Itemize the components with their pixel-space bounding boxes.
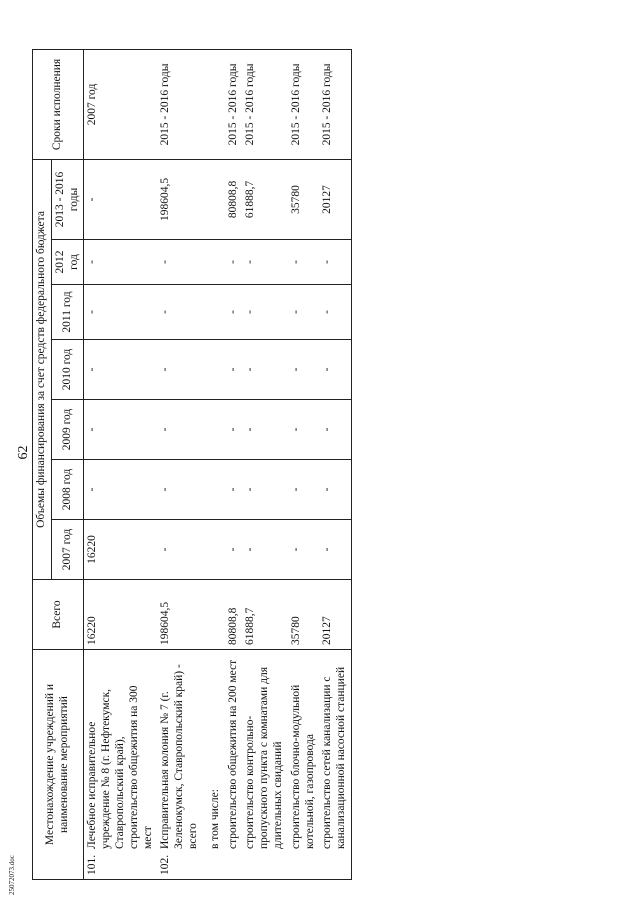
header-year: 2007 год — [51, 520, 84, 580]
funding-table — [32, 49, 352, 880]
header-year: 2009 год — [51, 400, 84, 460]
subrow-total: 20127 — [319, 580, 351, 650]
row-number: 102. — [159, 854, 172, 875]
subrow-name: строительство контрольно-пропускного пункта с комнатами для длительных свиданий — [244, 666, 284, 849]
subrow-value: - — [242, 520, 287, 580]
subrow-value: - — [288, 400, 320, 460]
in-that-label: в том числе: — [208, 789, 221, 849]
row-value: - — [84, 460, 157, 520]
row-value: - — [84, 285, 157, 340]
subrow-deadline: 2015 - 2016 годы — [242, 49, 287, 159]
header-year: 2010 год — [51, 340, 84, 400]
row-label-cell — [157, 650, 224, 880]
table-subrow — [288, 49, 320, 879]
subrow-value: - — [319, 400, 351, 460]
header-year: 2012 год — [51, 240, 84, 285]
row-value: - — [84, 400, 157, 460]
subrow-total: 61888,7 — [242, 580, 287, 650]
header-row-1 — [33, 49, 52, 879]
subrow-value: - — [225, 400, 243, 460]
row-value: - — [157, 340, 224, 400]
header-year: 2011 год — [51, 285, 84, 340]
subrow-value: - — [225, 340, 243, 400]
subrow-name: строительство сетей канализации с канализационной насосной станцией — [321, 666, 348, 849]
subrow-value: - — [242, 460, 287, 520]
subrow-name: строительство общежития на 200 мест — [226, 659, 239, 849]
subrow-value: - — [225, 285, 243, 340]
subrow-label-cell — [225, 650, 243, 880]
row-value: - — [84, 159, 157, 239]
row-total: 16220 — [84, 580, 157, 650]
table-row — [84, 49, 157, 879]
row-value: - — [157, 460, 224, 520]
subrow-value: - — [319, 460, 351, 520]
subrow-deadline: 2015 - 2016 годы — [288, 49, 320, 159]
row-value: - — [157, 240, 224, 285]
subrow-value: - — [242, 285, 287, 340]
header-year: 2008 год — [51, 460, 84, 520]
header-deadline: Сроки исполнения — [33, 49, 84, 159]
row-label-cell — [84, 650, 157, 880]
subrow-value: - — [242, 240, 287, 285]
subrow-label-cell — [242, 650, 287, 880]
subrow-label-cell — [288, 650, 320, 880]
row-name: Лечебное исправительное учреждение № 8 (г. Нефтекумск, Ставропольский край), строительство общежития на 300 мест — [86, 685, 154, 849]
subrow-value: 20127 — [319, 159, 351, 239]
subrow-value: 61888,7 — [242, 159, 287, 239]
document-code: 25072073.doc — [8, 855, 16, 895]
subrow-value: - — [319, 340, 351, 400]
subrow-value: - — [319, 520, 351, 580]
row-value: - — [84, 240, 157, 285]
subrow-value: - — [319, 240, 351, 285]
subrow-value: 35780 — [288, 159, 320, 239]
row-deadline: 2015 - 2016 годы — [157, 49, 224, 159]
subrow-value: - — [225, 520, 243, 580]
table-subrow — [242, 49, 287, 879]
subrow-value: 80808,8 — [225, 159, 243, 239]
row-value: - — [84, 340, 157, 400]
row-value: 198604,5 — [157, 159, 224, 239]
row-number: 101. — [86, 854, 99, 875]
subrow-deadline: 2015 - 2016 годы — [225, 49, 243, 159]
subrow-value: - — [225, 240, 243, 285]
table-subrow — [319, 49, 351, 879]
header-funding-group: Объемы финансирования за счет средств федерального бюджета — [33, 159, 52, 579]
header-year: 2013 - 2016 годы — [51, 159, 84, 239]
subrow-value: - — [288, 460, 320, 520]
subrow-value: - — [319, 285, 351, 340]
subrow-value: - — [288, 520, 320, 580]
subrow-value: - — [288, 340, 320, 400]
subrow-total: 35780 — [288, 580, 320, 650]
subrow-name: строительство блочно-модульной котельной, газопровода — [289, 684, 316, 849]
row-name: Исправительная колония № 7 (г. Зеленокумск, Ставропольский край) - всего — [159, 664, 199, 849]
subrow-value: - — [242, 400, 287, 460]
row-value: - — [157, 520, 224, 580]
row-value: - — [157, 285, 224, 340]
subrow-deadline: 2015 - 2016 годы — [319, 49, 351, 159]
subrow-value: - — [288, 285, 320, 340]
header-location: Местонахождение учреждений и наименование мероприятий — [33, 650, 84, 880]
subrow-value: - — [242, 340, 287, 400]
table-row — [157, 49, 224, 879]
row-value: 16220 — [84, 520, 157, 580]
subrow-value: - — [225, 460, 243, 520]
row-value: - — [157, 400, 224, 460]
table-subrow — [225, 49, 243, 879]
row-deadline: 2007 год — [84, 49, 157, 159]
subrow-total: 80808,8 — [225, 580, 243, 650]
header-total: Всего — [33, 580, 84, 650]
page-number: 62 — [16, 445, 31, 460]
row-total: 198604,5 — [157, 580, 224, 650]
subrow-value: - — [288, 240, 320, 285]
subrow-label-cell — [319, 650, 351, 880]
